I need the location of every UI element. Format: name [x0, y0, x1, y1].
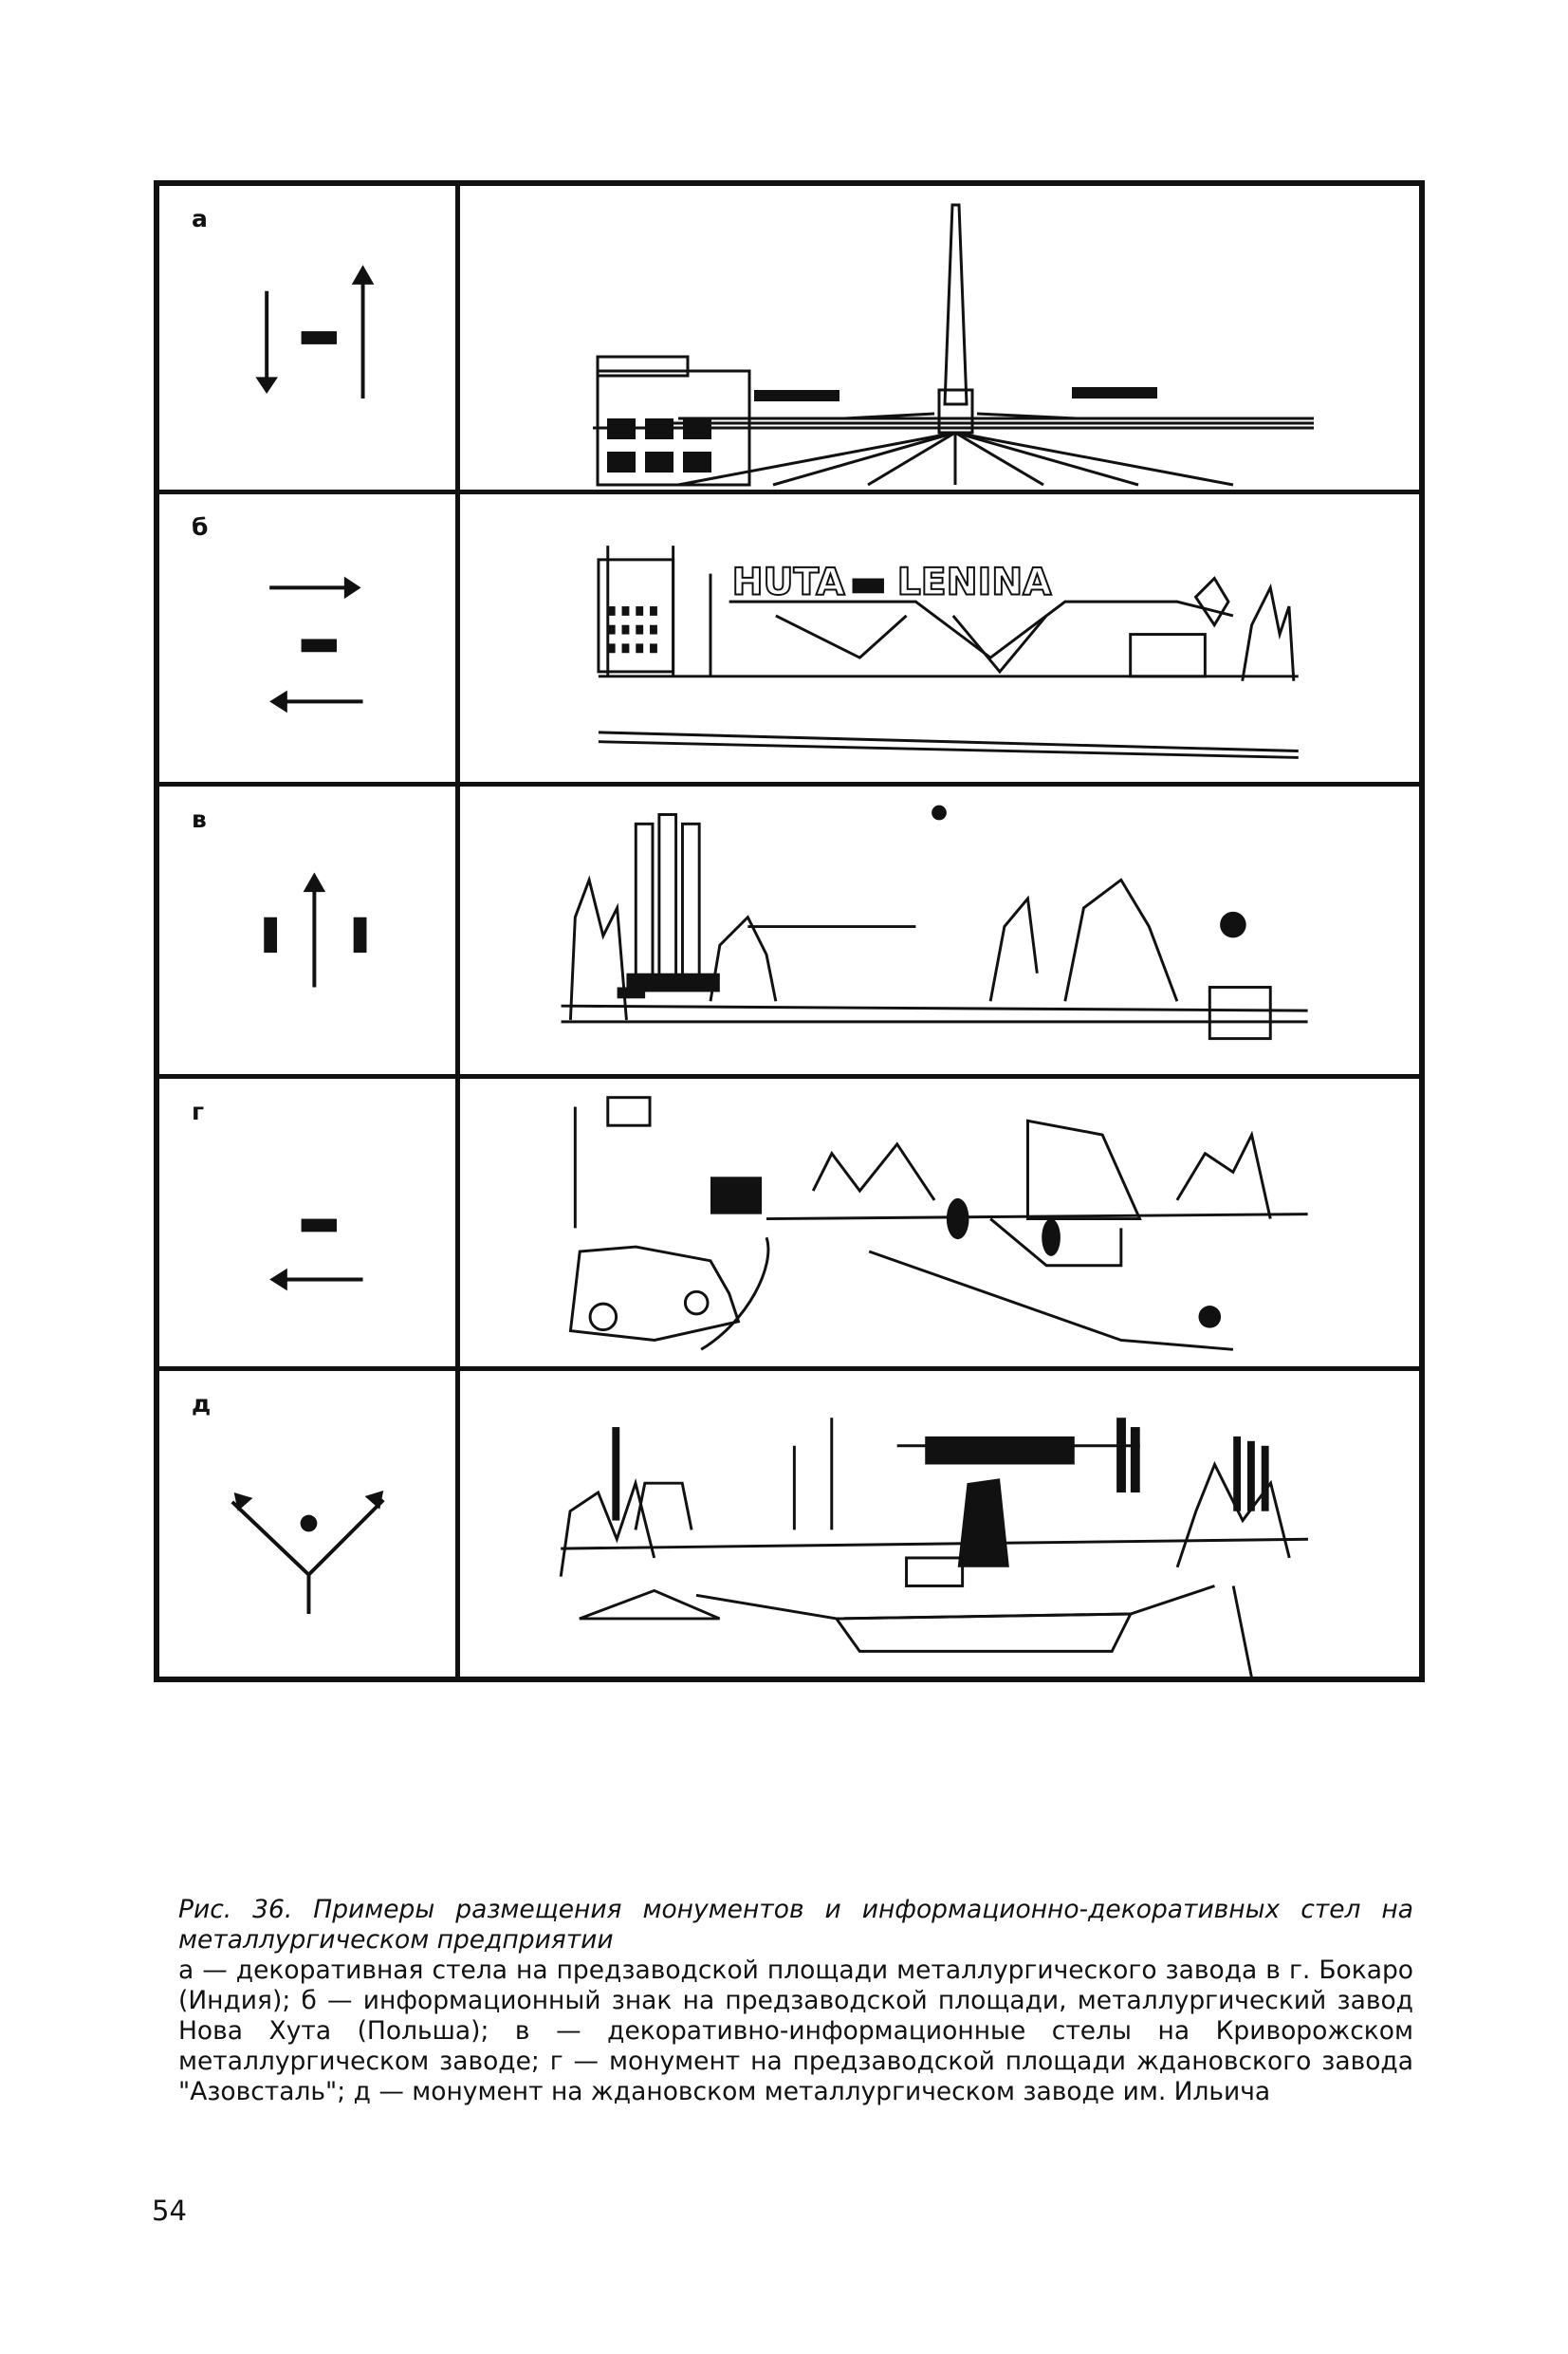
- scheme-cell-v: [159, 787, 460, 1074]
- sign-sketch: [460, 494, 1419, 782]
- row-letter-a: а: [192, 205, 208, 232]
- scene-stela-bokaro: [460, 186, 1419, 490]
- caption-body: а — декоративная стела на предзаводской площади металлургического завода в г. Бокаро (Индия); б — информационный знак на предзаводской площади, металлургический завод Нова Хута (Польша); в — декоративно-информационные стелы на Криворожском металлургическом заводе; г — монумент на предзаводской площади ждановского завода "Азовсталь"; д — монумент на ждановском металлургическом заводе им. Ильича: [178, 1955, 1413, 2106]
- row-g: [159, 1074, 1419, 1366]
- scheme-diagram-b: [159, 494, 455, 782]
- figure-table: [154, 180, 1425, 1682]
- row-letter-d: д: [192, 1390, 212, 1418]
- sign-emblem: [853, 579, 884, 594]
- row-d: [159, 1366, 1419, 1677]
- scene-azovstal-monument: [460, 1079, 1419, 1366]
- row-b: [159, 490, 1419, 782]
- page-number: 54: [152, 2195, 187, 2227]
- row-v: [159, 782, 1419, 1074]
- scheme-cell-d: [159, 1371, 460, 1677]
- scheme-diagram-v: [159, 787, 455, 1074]
- scene-ilyich-monument: [460, 1371, 1419, 1677]
- scene-nowa-huta-sign: [460, 494, 1419, 782]
- scheme-cell-g: [159, 1079, 460, 1366]
- scheme-diagram-a: [159, 186, 455, 490]
- row-letter-g: г: [192, 1098, 205, 1125]
- scheme-diagram-g: [159, 1079, 455, 1366]
- scene-kryvorizhstal-stelae: [460, 787, 1419, 1074]
- ilyich-sketch: [460, 1371, 1419, 1677]
- azovstal-sketch: [460, 1079, 1419, 1366]
- figure-caption: [178, 1895, 1413, 2107]
- scheme-cell-a: [159, 186, 460, 490]
- row-letter-v: в: [192, 806, 207, 833]
- scheme-diagram-d: [159, 1371, 455, 1677]
- scheme-cell-b: [159, 494, 460, 782]
- caption-title: Рис. 36. Примеры размещения монументов и информационно-декоративных стел на металлургическом предприятии: [178, 1895, 1413, 1955]
- sign-word-huta: HUTA: [731, 560, 845, 604]
- stela-sketch: [460, 186, 1419, 490]
- sign-word-lenina: LENINA: [896, 560, 1052, 604]
- stelae-sketch: [460, 787, 1419, 1074]
- row-letter-b: б: [192, 513, 209, 541]
- row-a: [159, 186, 1419, 490]
